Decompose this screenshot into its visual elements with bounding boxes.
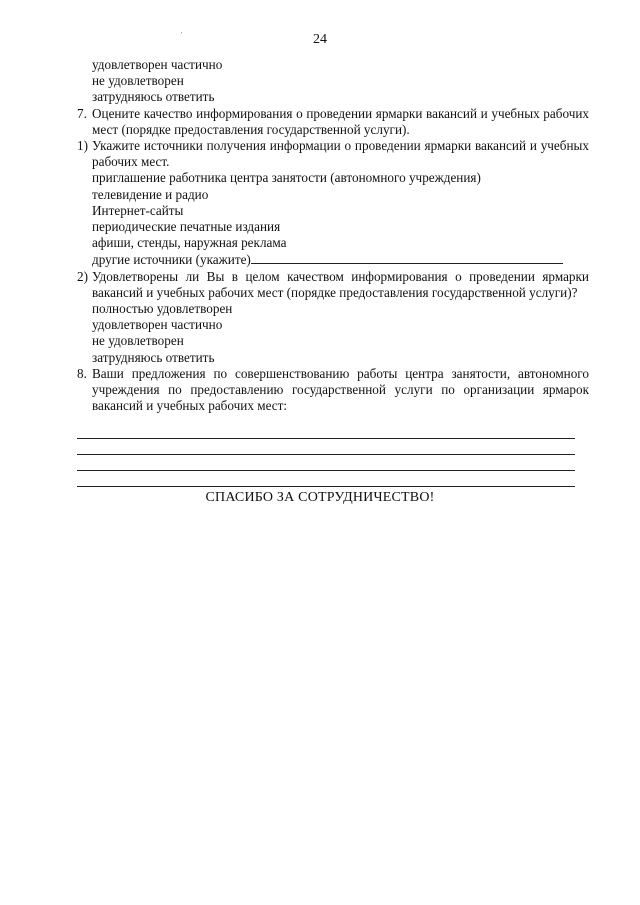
question-8-text: Ваши предложения по совершенствованию работы центра занятости, автономного учреждения по предоставлению государственной услуги по организации ярмарок вакансий и учебных рабочих мест: — [92, 365, 589, 414]
question-7-sub-2 — [77, 269, 589, 301]
answer-option: не удовлетворен — [92, 333, 184, 349]
answer-option: периодические печатные издания — [92, 219, 281, 235]
page-number: 24 — [313, 32, 327, 47]
suggestion-blank-line[interactable] — [77, 471, 575, 487]
sub-question-2-text: Удовлетворены ли Вы в целом качеством информирования о проведении ярмарки вакансий и учебных рабочих мест (порядке предоставления государственной услуги)? — [92, 268, 589, 300]
q6-options — [77, 57, 589, 106]
answer-option: афиши, стенды, наружная реклама — [92, 235, 287, 251]
answer-option: Интернет-сайты — [92, 202, 184, 218]
questionnaire-body — [77, 57, 589, 487]
question-8 — [77, 366, 589, 415]
sub-question-1-number: 1) — [77, 138, 88, 154]
suggestion-blank-line[interactable] — [77, 439, 575, 455]
sub-question-2-options — [77, 301, 589, 366]
question-7-text: Оцените качество информирования о проведении ярмарки вакансий и учебных рабочих мест (порядке предоставления государственной услуги). — [92, 105, 589, 137]
question-7-number: 7. — [77, 105, 87, 121]
other-sources-row — [92, 251, 589, 268]
q6-option: затрудняюсь ответить — [92, 89, 215, 105]
answer-option: приглашение работника центра занятости (автономного учреждения) — [92, 170, 481, 186]
sub-question-1-options — [77, 170, 589, 268]
suggestion-blank-line[interactable] — [77, 423, 575, 439]
suggestion-blank-line[interactable] — [77, 455, 575, 471]
stray-tick-mark: ´ — [180, 31, 183, 40]
sub-question-2-number: 2) — [77, 268, 88, 284]
suggestions-blank-lines — [77, 423, 589, 487]
other-sources-blank[interactable] — [251, 251, 563, 264]
sub-question-1-text: Укажите источники получения информации о проведении ярмарки вакансий и учебных рабочих мест. — [92, 138, 589, 170]
question-8-number: 8. — [77, 365, 87, 381]
answer-option: полностью удовлетворен — [92, 301, 233, 317]
other-sources-label: другие источники (укажите) — [92, 252, 251, 268]
answer-option: телевидение и радио — [92, 186, 209, 202]
q6-option: не удовлетворен — [92, 73, 184, 89]
answer-option: затрудняюсь ответить — [92, 349, 215, 365]
question-7 — [77, 106, 589, 138]
answer-option: удовлетворен частично — [92, 317, 223, 333]
question-7-sub-1 — [77, 138, 589, 170]
closing-thanks: СПАСИБО ЗА СОТРУДНИЧЕСТВО! — [205, 490, 435, 505]
q6-option: удовлетворен частично — [92, 57, 223, 72]
